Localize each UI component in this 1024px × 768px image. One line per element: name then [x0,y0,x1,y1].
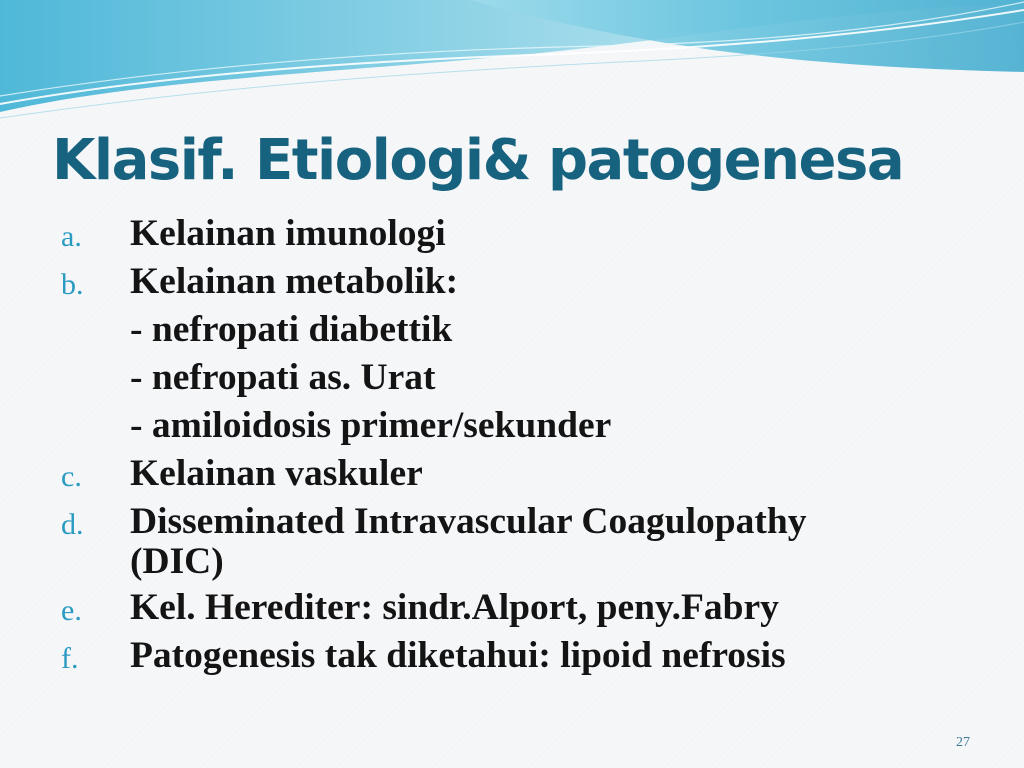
list-item-text: Kelainan imunologi [130,213,446,254]
list-marker: e. [61,594,82,627]
list-subitem-text: - amiloidosis primer/sekunder [130,405,612,446]
list-subitem [0,358,1024,406]
list-item-text-line2: (DIC) [130,541,224,582]
header-wave-decoration [0,0,1024,130]
list-subitem [0,406,1024,454]
list-marker: d. [61,508,84,541]
list-marker: a. [61,220,82,253]
list-subitem-text: - nefropati diabettik [130,309,453,350]
list-item [0,588,1024,636]
slide-title: Klasif. Etiologi& patogenesa [52,128,904,193]
page-number: 27 [956,735,970,750]
list-subitem-text: - nefropati as. Urat [130,357,436,398]
list-item-text-line1: Disseminated Intravascular Coagulopathy [130,501,807,542]
list-item-text: Kelainan metabolik: [130,261,459,302]
list-item [0,262,1024,310]
list-item-text: Kel. Herediter: sindr.Alport, peny.Fabry [130,587,779,628]
list-item [0,502,1024,588]
list-item [0,636,1024,684]
list-item-text: Patogenesis tak diketahui: lipoid nefrosis [130,635,786,676]
list-item-text: Kelainan vaskuler [130,453,423,494]
list-marker: b. [61,268,84,301]
list-marker: c. [61,460,82,493]
list-marker: f. [61,642,79,675]
list-item [0,454,1024,502]
list-subitem [0,310,1024,358]
list-item [0,214,1024,262]
list-item-text [130,502,1010,582]
content-list [0,214,1024,684]
